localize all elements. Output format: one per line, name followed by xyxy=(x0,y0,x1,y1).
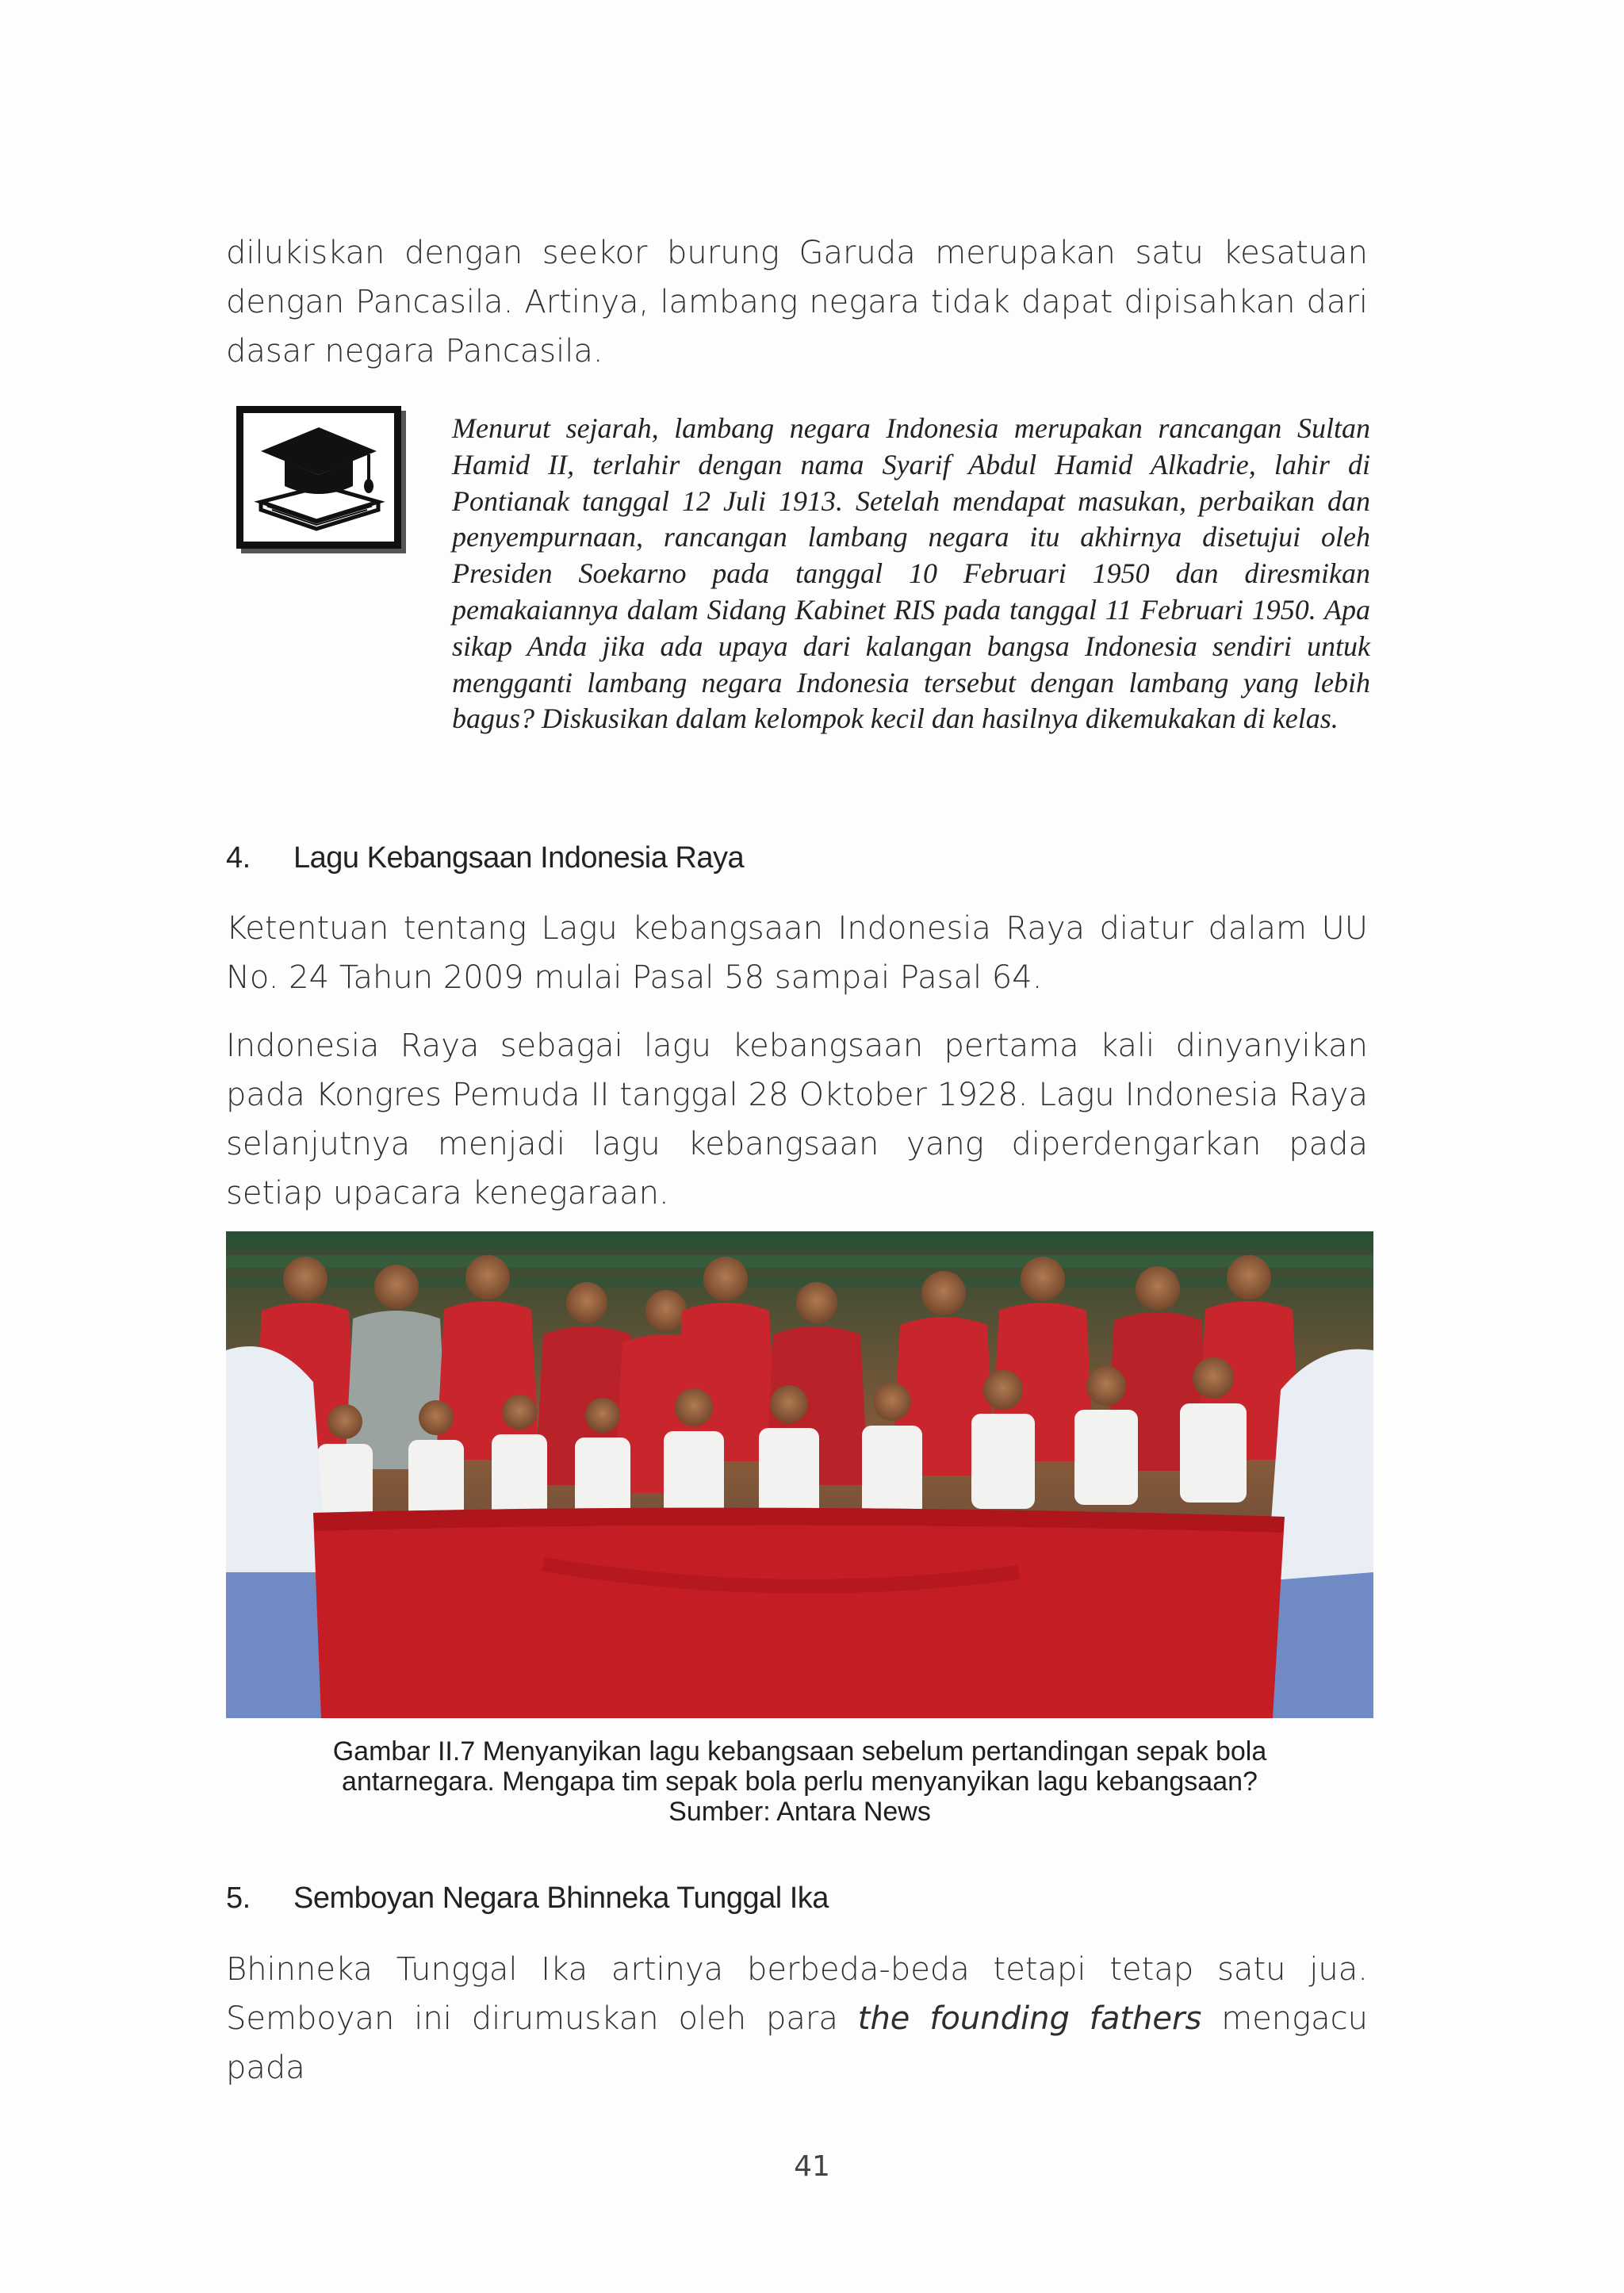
photo-national-anthem xyxy=(226,1231,1373,1718)
paragraph-garuda: dilukiskan dengan seekor burung Garuda merupakan satu kesatuan dengan Pancasila. Artinya, lambang negara tidak dapat dipisahkan dari dasar negara Pancasila. xyxy=(226,235,1368,369)
figure-caption-line-1: Gambar II.7 Menyanyikan lagu kebangsaan sebelum pertandingan sepak bola xyxy=(332,1736,1267,1767)
section-4-number: 4. xyxy=(226,841,251,875)
section-5-number: 5. xyxy=(226,1881,251,1915)
section-5-paragraph xyxy=(226,1945,1368,2092)
section-5-title: Semboyan Negara Bhinneka Tunggal Ika xyxy=(293,1881,829,1915)
figure-caption-line-2: antarnegara. Mengapa tim sepak bola perlu menyanyikan lagu kebangsaan? xyxy=(342,1767,1258,1797)
note-icon-frame xyxy=(236,406,401,549)
football-team-photo-illustration xyxy=(226,1231,1373,1718)
section-5-paragraph-italic: the founding fathers xyxy=(857,2000,1202,2037)
section-4-paragraph-2: Indonesia Raya sebagai lagu kebangsaan pertama kali dinyanyikan pada Kongres Pemuda II tanggal 28 Oktober 1928. Lagu Indonesia Raya selanjutnya menjadi lagu kebangsaan yang diperdengarkan pada setiap upacara kenegaraan. xyxy=(226,1028,1368,1212)
figure-source: Sumber: Antara News xyxy=(668,1797,931,1827)
page-number: 41 xyxy=(794,2150,830,2183)
section-5-paragraph-start: Bhinneka Tunggal Ika artinya berbeda-beda tetapi tetap satu jua. Semboyan ini dirumuskan oleh para xyxy=(226,1951,1368,2037)
graduation-cap-book-icon xyxy=(243,413,394,542)
section-5-paragraph-end: mengacu pada xyxy=(226,2000,1369,2086)
history-note: Menurut sejarah, lambang negara Indonesia merupakan rancangan Sultan Hamid II, terlahir dengan nama Syarif Abdul Hamid Alkadrie, lahir di Pontianak tanggal 12 Juli 1913. Setelah mendapat masukan, perbaikan dan penyempurnaan, rancangan lambang negara itu akhirnya disetujui oleh Presiden Soekarno pada tanggal 10 Februari 1950 dan diresmikan pemakaiannya dalam Sidang Kabinet RIS pada tanggal 11 Februari 1950. Apa sikap Anda jika ada upaya dari kalangan bangsa Indonesia sendiri untuk mengganti lambang negara Indonesia tersebut dengan lambang yang lebih bagus? Diskusikan dalam kelompok kecil dan hasilnya dikemukakan di kelas. xyxy=(452,412,1370,735)
section-4-paragraph-1: Ketentuan tentang Lagu kebangsaan Indonesia Raya diatur dalam UU No. 24 Tahun 2009 mulai Pasal 58 sampai Pasal 64. xyxy=(226,910,1368,996)
section-4-title: Lagu Kebangsaan Indonesia Raya xyxy=(293,841,745,875)
section-4-heading xyxy=(226,838,1368,878)
section-5-heading xyxy=(226,1878,1368,1918)
figure-caption xyxy=(226,1736,1373,1827)
